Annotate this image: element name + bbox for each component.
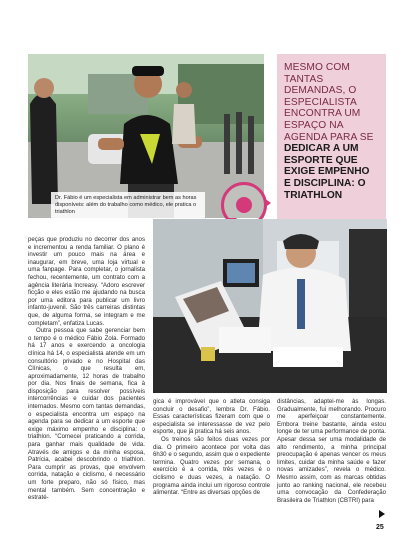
- arrow-right-icon: [264, 198, 271, 208]
- article-column-3: [277, 398, 386, 522]
- photo-caption: [51, 192, 205, 218]
- paragraph: Os treinos são feitos duas vezes por dia. O primeiro acontece por volta das 6h30 e o segundo, assim que o expediente termina. Quatro vezes por semana, o exercício é a corrida, três vezes é o ciclismo e duas vezes, a natação. O programa ainda inclui um rigoroso controle alimentar. “Entre as diversas opções de: [153, 435, 270, 497]
- article-column-2: [153, 398, 270, 522]
- pull-quote-text: MESMO COM TANTAS DEMANDAS, O ESPECIALISTA ENCONTRA UM ESPAÇO NA AGENDA PARA SE: [284, 62, 374, 143]
- continue-arrow-icon: [379, 510, 385, 518]
- decorative-dot-icon: [236, 197, 252, 213]
- page-number: 25: [376, 524, 384, 531]
- paragraph: peças que produziu no decorrer dos anos e incrementou a renda familiar. O plano é investir um pouco mais na área e inaugurar, em breve, uma loja virtual e uma fanpage. Para completar, o jornalista fechou, recentemente, um contrato com a agência literária Increasy. “Adoro escrever ficção e eles estão me ajudando na busca por uma editora para publicar um livro infanto-juvenil. São três carreiras distintas que, de alguma forma, se integram e me completam”, enfatiza Lucas.: [28, 236, 145, 327]
- pull-quote-highlight: DEDICAR A UM ESPORTE QUE EXIGE EMPENHO E DISCIPLINA: O TRIATHLON: [284, 143, 370, 201]
- doctor-photo: [153, 219, 387, 393]
- doctor-illustration: [153, 219, 387, 393]
- pull-quote: [277, 54, 386, 223]
- article-column-1: [28, 236, 145, 521]
- paragraph: gica é improvável que o atleta consiga concluir o desafio”, lembra Dr. Fábio. Essas características fizeram com que o especialista se interessasse de vez pelo esporte, que já pratica há seis anos.: [153, 398, 270, 436]
- photo-caption-text: Dr. Fábio é um especialista em administrar bem as horas disponíveis: além do trabalho como médico, ele pratica o triathlon: [55, 195, 197, 215]
- paragraph: Outra pessoa que sabe gerenciar bem o tempo é o médico Fábio Zola. Formado há 17 anos e exercendo a oncologia clínica há 14, o especialista atende em um consultório privado e no Hospital das Clínicas, o que resulta em, aproximadamente, 12 horas de trabalho por dia. Nos finais de semana, fica à disposição para resolver possíveis intercorrências e cuidar dos pacientes internados. Mesmo com tantas demandas, o especialista encontra um espaço na agenda para se dedicar a um esporte que exige máximo empenho e disciplina: o triathlon. “Comecei praticando a corrida, para ganhar mais qualidade de vida. Através de amigos e da minha esposa, Patrícia, acabei descobrindo o triathlon. Para cumprir as provas, que envolvem corrida, natação e ciclismo, é necessário um forte preparo, não só físico, mas mental também. Sem concentração e estraté-: [28, 327, 145, 502]
- paragraph: distâncias, adaptei-me às longas. Gradualmente, fui melhorando. Procuro me aperfeiçoar constantemente. Embora treine bastante, ainda estou longe de ter uma performance de ponta. Apesar dessa ser uma modalidade de alto rendimento, a minha principal preocupação é apenas vencer os meus limites, cuidar da minha saúde e fazer novas amizades”, revela o médico. Mesmo assim, com as marcas obtidas junto ao ranking nacional, ele recebeu uma convocação da Confederação Brasileira de Triathlon (CBTRI) para: [277, 398, 386, 504]
